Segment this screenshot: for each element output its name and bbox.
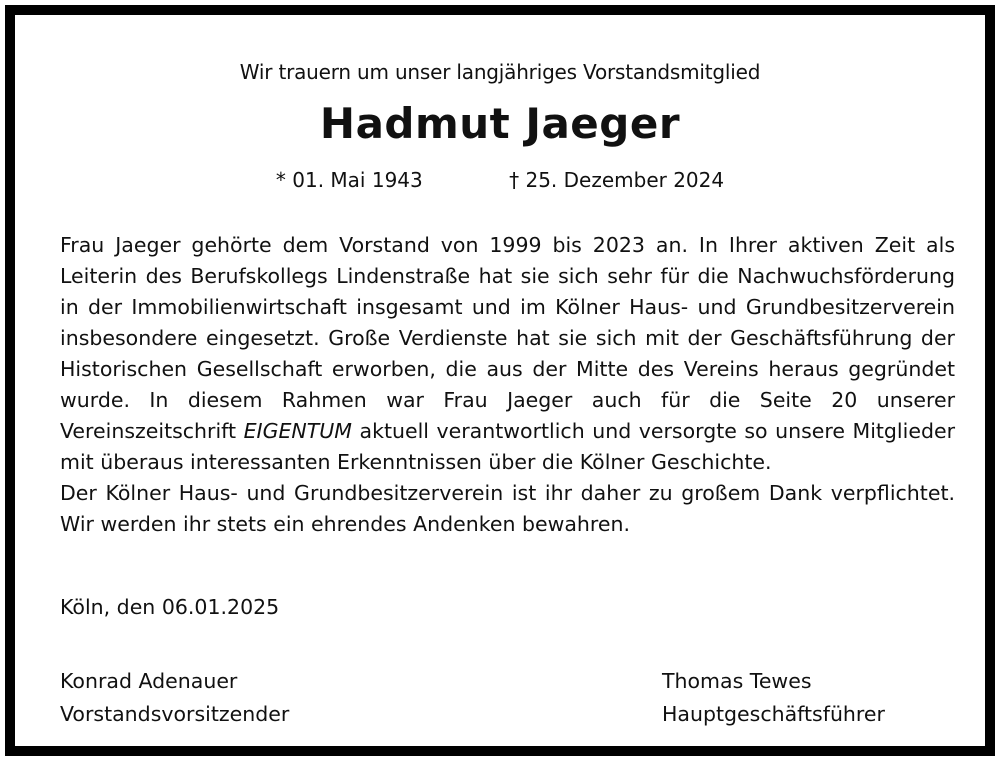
paragraph-1-text-a: Frau Jaeger gehörte dem Vorstand von 1999 bis 2023 an. In Ihrer aktiven Zeit als Leiterin des Berufskollegs Lindenstraße hat sie sich sehr für die Nachwuchsförderung in der Immobilienwirtschaft insgesamt und im Kölner Haus- und Grundbesitzerverein insbesondere eingesetzt. Große Verdienste hat sie sich mit der Geschäftsführung der Historischen Gesellschaft erworben, die aus der Mitte des Vereins heraus gegründet wurde. In diesem Rahmen war Frau Jaeger auch für die Seite 20 unserer Vereinszeitschrift xyxy=(60,233,955,443)
signatory-right xyxy=(662,665,885,731)
signatory-left xyxy=(60,665,289,731)
birth-date: * 01. Mai 1943 xyxy=(275,168,423,192)
intro-line: Wir trauern um unser langjähriges Vorstandsmitglied xyxy=(239,60,761,84)
signatory-name: Thomas Tewes xyxy=(662,669,812,693)
obituary-paragraph-2: Der Kölner Haus- und Grundbesitzerverein ist ihr daher zu großem Dank verpflichtet. Wir werden ihr stets ein ehrendes Andenken bewahren. xyxy=(60,481,955,536)
obituary-paragraph-1 xyxy=(60,230,955,478)
paragraph-1-text-b: aktuell verantwortlich und versorgte so unsere Mitglieder mit überaus interessanten Erkenntnissen über die Kölner Geschichte. xyxy=(60,419,955,474)
signatory-name: Konrad Adenauer xyxy=(60,669,238,693)
signatory-role: Vorstandsvorsitzender xyxy=(60,702,290,726)
deceased-name: Hadmut Jaeger xyxy=(319,99,681,148)
death-date: † 25. Dezember 2024 xyxy=(509,168,725,192)
place-and-date: Köln, den 06.01.2025 xyxy=(60,595,280,619)
obituary-body xyxy=(60,230,955,540)
magazine-title: EIGENTUM xyxy=(243,419,352,443)
life-dates xyxy=(15,168,985,192)
obituary-frame xyxy=(5,5,995,756)
signatory-role: Hauptgeschäftsführer xyxy=(662,702,885,726)
